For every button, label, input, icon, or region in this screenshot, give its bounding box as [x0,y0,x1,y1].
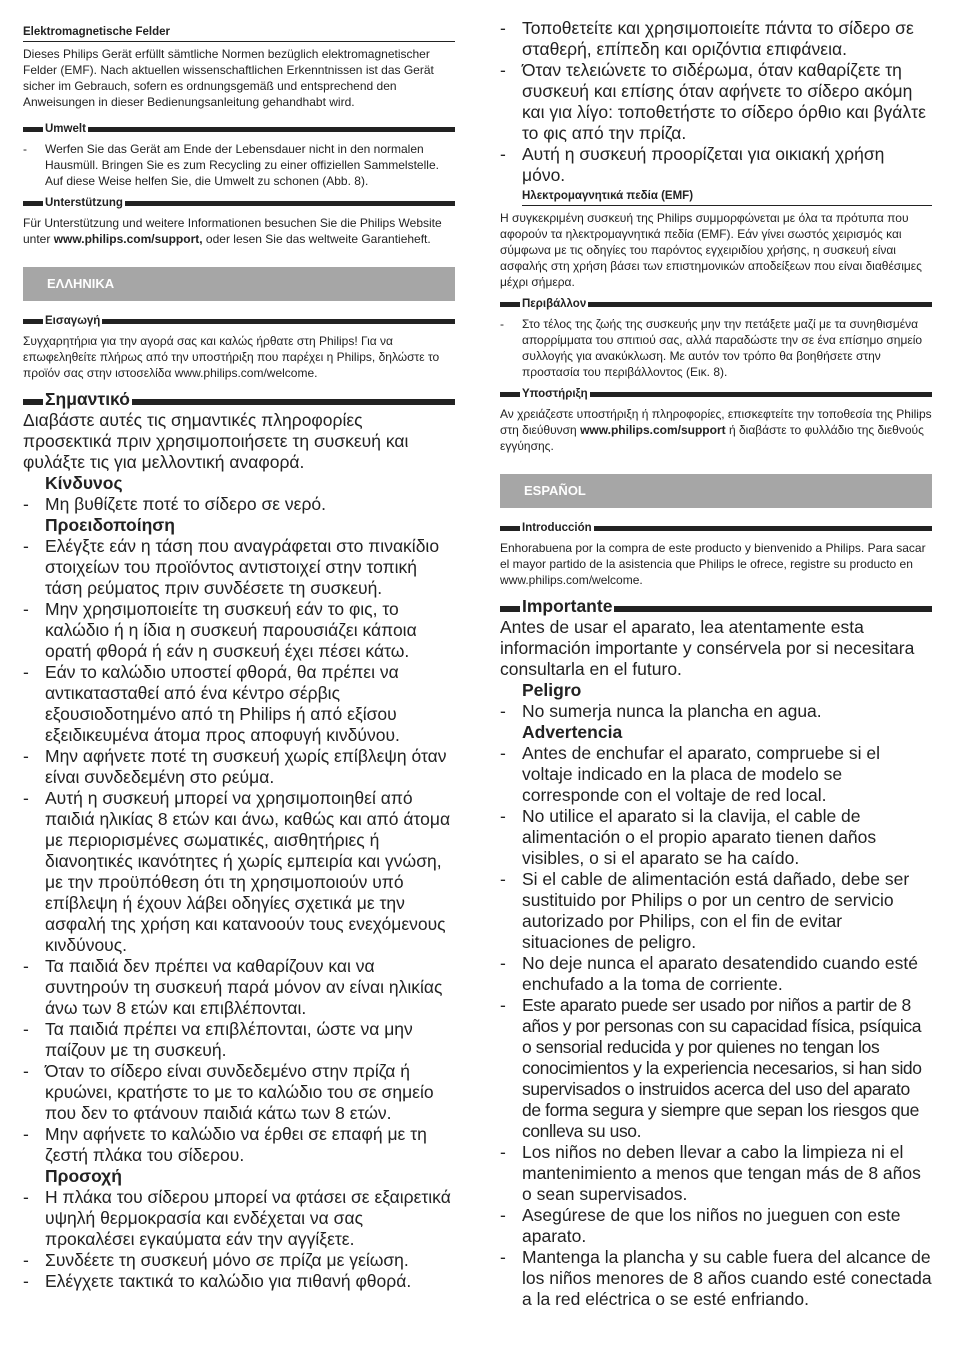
list-item: - No sumerja nunca la plancha en agua. [500,701,932,722]
list-item: - Όταν τελειώνετε το σιδέρωμα, όταν καθαρίζετε τη συσκευή και επίσης όταν αφήνετε το σίδερο ακόμη και για λίγο: τοποθετήστε το σίδερο όρθιο και βγάλτε το φις από την πρίζα. [500,60,932,144]
umwelt-heading-de [23,123,455,135]
caution-list-el [23,1187,455,1292]
list-item: - Este aparato puede ser usado por niños a partir de 8 años y por personas con su capacidad física, psíquica o sensorial reducida y por quienes no tengan los conocimientos y la experiencia necesarios, si han sido supervisados o instruidos acerca del uso del aparato de forma segura y siempre que sepan los riesgos que conlleva su uso. [500,995,932,1142]
important-heading-el [23,389,455,410]
left-column [23,0,455,1292]
list-item: - Συνδέετε τη συσκευή μόνο σε πρίζα με γείωση. [23,1250,455,1271]
heading-text: Unterstützung [45,197,123,209]
list-item: - Μη βυθίζετε ποτέ το σίδερο σε νερό. [23,494,455,515]
heading-rule [590,392,932,397]
heading-rule [102,319,455,324]
list-item: - Όταν το σίδερο είναι συνδεδεμένο στην πρίζα ή κρυώνει, κρατήστε το με το καλώδιο του σε σημείο που δεν το φτάνουν παιδιά κάτω των 8 ετών. [23,1061,455,1124]
warning-label-es: Advertencia [522,722,623,742]
important-text-es: Antes de usar el aparato, lea atentamente esta información importante y consérvela por si necesitara consultarla en el futuro. [500,617,915,679]
list-item: - Ελέγξτε εάν η τάση που αναγράφεται στο πινακίδιο στοιχείων του προϊόντος αντιστοιχεί στην τοπική τάση ρεύματος πριν συνδέσετε τη συσκευή. [23,536,455,599]
emf-text-el: Η συγκεκριμένη συσκευή της Philips συμμορφώνεται με όλα τα πρότυπα που αφορούν τα ηλεκτρομαγνητικά πεδία (EMF). Εάν γίνει σωστός χειρισμός και σύμφωνα με τις οδηγίες του παρόντος εγχειριδίου χρήσης, η συσκευή είναι ασφαλής στη χρήση βάσει των επιστημονικών αποδείξεων που είναι διαθέσιμες μέχρι σήμερα. [500,211,922,289]
heading-rule [594,526,932,531]
heading-text: Umwelt [45,123,86,135]
list-item: - Στο τέλος της ζωής της συσκευής μην την πετάξετε μαζί με τα συνηθισμένα απορρίμματα του σπιτιού σας, αλλά παραδώστε την σε ένα επίσημο σημείο συλλογής για ανακύκλωση. Με αυτόν τον τρόπο θα βοηθήσετε στην προστασία του περιβάλλοντος (Εικ. 8). [500,316,932,380]
list-item: - Η πλάκα του σίδερου μπορεί να φτάσει σε εξαιρετικά υψηλή θερμοκρασία και ενδέχεται να σας προκαλέσει εγκαύματα εάν την αγγίξετε. [23,1187,455,1250]
heading-rule [614,606,932,612]
warning-list-es-children [500,995,932,1142]
list-item: - Αυτή η συσκευή προορίζεται για οικιακή χρήση μόνο. [500,144,932,186]
danger-label-es: Peligro [522,680,582,700]
list-item: - Ελέγχετε τακτικά το καλώδιο για πιθανή φθορά. [23,1271,455,1292]
warning-label-el: Προειδοποίηση [45,515,175,535]
intro-text-es: Enhorabuena por la compra de este producto y bienvenido a Philips. Para sacar el mayor partido de la asistencia que Philips le ofrece, registre su producto en www.philips.com/welcome. [500,541,926,587]
list-item: - Αυτή η συσκευή μπορεί να χρησιμοποιηθεί από παιδιά ηλικίας 8 ετών και άνω, καθώς και από άτομα με περιορισμένες σωματικές, αισθητήριες ή διανοητικές ικανότητες ή χωρίς εμπειρία και γνώση, με την προϋπόθεση ότι τη χρησιμοποιούν υπό επίβλεψη ή έχουν λάβει οδηγίες σχετικά με την ασφαλή της χρήση και κατανοούν τους ενεχόμενους κινδύνους. [23,788,455,956]
list-item: - No utilice el aparato si la clavija, el cable de alimentación o el propio aparato tienen daños visibles, o si el aparato se ha caído. [500,806,932,869]
env-list-el [500,316,932,380]
heading-text: Introducción [522,522,592,534]
support-link-el[interactable]: www.philips.com/support [580,423,726,437]
list-item: - Antes de enchufar el aparato, compruebe si el voltaje indicado en la placa de modelo se corresponde con el voltaje de red local. [500,743,932,806]
heading-marker [23,399,43,405]
important-text-el: Διαβάστε αυτές τις σημαντικές πληροφορίες προσεκτικά πριν χρησιμοποιήσετε τη συσκευή και φυλάξτε τις για μελλοντική αναφορά. [23,410,409,472]
heading-rule [125,201,455,206]
list-item: - Mantenga la plancha y su cable fuera del alcance de los niños menores de 8 años cuando esté conectada a la red eléctrica o se esté enfriando. [500,1247,932,1310]
emf-heading-de: Elektromagnetische Felder [23,0,455,42]
heading-marker [500,392,520,397]
list-item: - Werfen Sie das Gerät am Ende der Lebensdauer nicht in den normalen Hausmüll. Bringen Sie es zum Recycling zu einer offiziellen Sammelstelle. Auf diese Weise helfen Sie, die Umwelt zu schonen (Abb. 8). [23,141,455,189]
list-item: - Asegúrese de que los niños no jueguen con este aparato. [500,1205,932,1247]
heading-marker [23,201,43,206]
important-heading-es [500,596,932,617]
list-item: - Τα παιδιά δεν πρέπει να καθαρίζουν και να συντηρούν τη συσκευή παρά μόνον αν είναι ηλικίας άνω των 8 ετών και επιβλέπονται. [23,956,455,1019]
support-text-de: Für Unterstützung und weitere Informationen besuchen Sie die Philips Website unter www.philips.com/support, oder lesen Sie das weltweite Garantieheft. [23,216,442,246]
danger-label-el: Κίνδυνος [45,473,123,493]
heading-marker [23,319,43,324]
heading-marker [500,606,520,612]
danger-list-es [500,701,932,722]
list-item: - Τοποθετείτε και χρησιμοποιείτε πάντα το σίδερο σε σταθερή, επίπεδη και οριζόντια επιφάνεια. [500,18,932,60]
heading-rule [88,127,455,132]
heading-text: Σημαντικό [45,389,130,409]
caution-list-el-cont [500,18,932,186]
intro-text-el: Συγχαρητήρια για την αγορά σας και καλώς ήρθατε στη Philips! Για να επωφεληθείτε πλήρως από την υποστήριξη που παρέχει η Philips, δηλώστε το προϊόν σας στην ιστοσελίδα www.philips.com/welcome. [23,334,440,380]
heading-text: Εισαγωγή [45,315,101,327]
intro-heading-es [500,522,932,534]
support-heading-de [23,197,455,209]
list-item: - No deje nunca el aparato desatendido cuando esté enchufado a la toma de corriente. [500,953,932,995]
caution-label-el: Προσοχή [45,1166,122,1186]
right-column [500,0,932,1310]
support-heading-el [500,388,932,400]
emf-text-de: Dieses Philips Gerät erfüllt sämtliche Normen bezüglich elektromagnetischer Felder (EMF). Nach aktuellen wissenschaftlichen Erkenntnissen ist das Gerät sicher im Gebrauch, sofern es ordnungsgemäß und entsprechend den Anweisungen in dieser Bedienungsanleitung gehandhabt wird. [23,47,434,109]
env-heading-el [500,298,932,310]
heading-marker [23,127,43,132]
support-link-de[interactable]: www.philips.com/support, [53,232,203,246]
language-section-greek: ΕΛΛΗΝΙΚΑ [23,267,455,301]
warning-list-es-more [500,1142,932,1310]
heading-marker [500,526,520,531]
umwelt-list-de [23,141,455,189]
heading-rule [132,399,455,405]
list-item: - Μην αφήνετε το καλώδιο να έρθει σε επαφή με τη ζεστή πλάκα του σίδερου. [23,1124,455,1166]
heading-marker [500,302,520,307]
support-text-el: Αν χρειάζεστε υποστήριξη ή πληροφορίες, επισκεφτείτε την τοποθεσία της Philips στη διεύθυνση www.philips.com/support ή διαβάστε το φυλλάδιο της διεθνούς εγγύησης. [500,407,932,453]
heading-rule [588,302,932,307]
list-item: - Μην αφήνετε ποτέ τη συσκευή χωρίς επίβλεψη όταν είναι συνδεδεμένη στο ρεύμα. [23,746,455,788]
warning-list-el [23,536,455,1166]
language-section-spanish: ESPAÑOL [500,474,932,508]
heading-text: Importante [522,596,613,616]
list-item: - Τα παιδιά πρέπει να επιβλέπονται, ώστε να μην παίζουν με τη συσκευή. [23,1019,455,1061]
list-item: - Μην χρησιμοποιείτε τη συσκευή εάν το φις, το καλώδιο ή η ίδια η συσκευή παρουσιάζει κάποια ορατή φθορά ή εάν η συσκευή έχει πέσει κάτω. [23,599,455,662]
warning-list-es [500,743,932,995]
heading-text: Υποστήριξη [522,388,588,400]
intro-heading-el [23,315,455,327]
list-item: - Los niños no deben llevar a cabo la limpieza ni el mantenimiento a menos que tengan más de 8 años o sean supervisados. [500,1142,932,1205]
danger-list-el [23,494,455,515]
list-item: - Si el cable de alimentación está dañado, debe ser sustituido por Philips o por un centro de servicio autorizado por Philips, con el fin de evitar situaciones de peligro. [500,869,932,953]
list-item: - Εάν το καλώδιο υποστεί φθορά, θα πρέπει να αντικατασταθεί από ένα κέντρο σέρβις εξουσιοδοτημένο από τη Philips ή από εξίσου εξειδικευμένα άτομα προς αποφυγή κινδύνου. [23,662,455,746]
emf-heading-el: Ηλεκτρομαγνητικά πεδία (EMF) [522,186,932,206]
heading-text: Περιβάλλον [522,298,587,310]
